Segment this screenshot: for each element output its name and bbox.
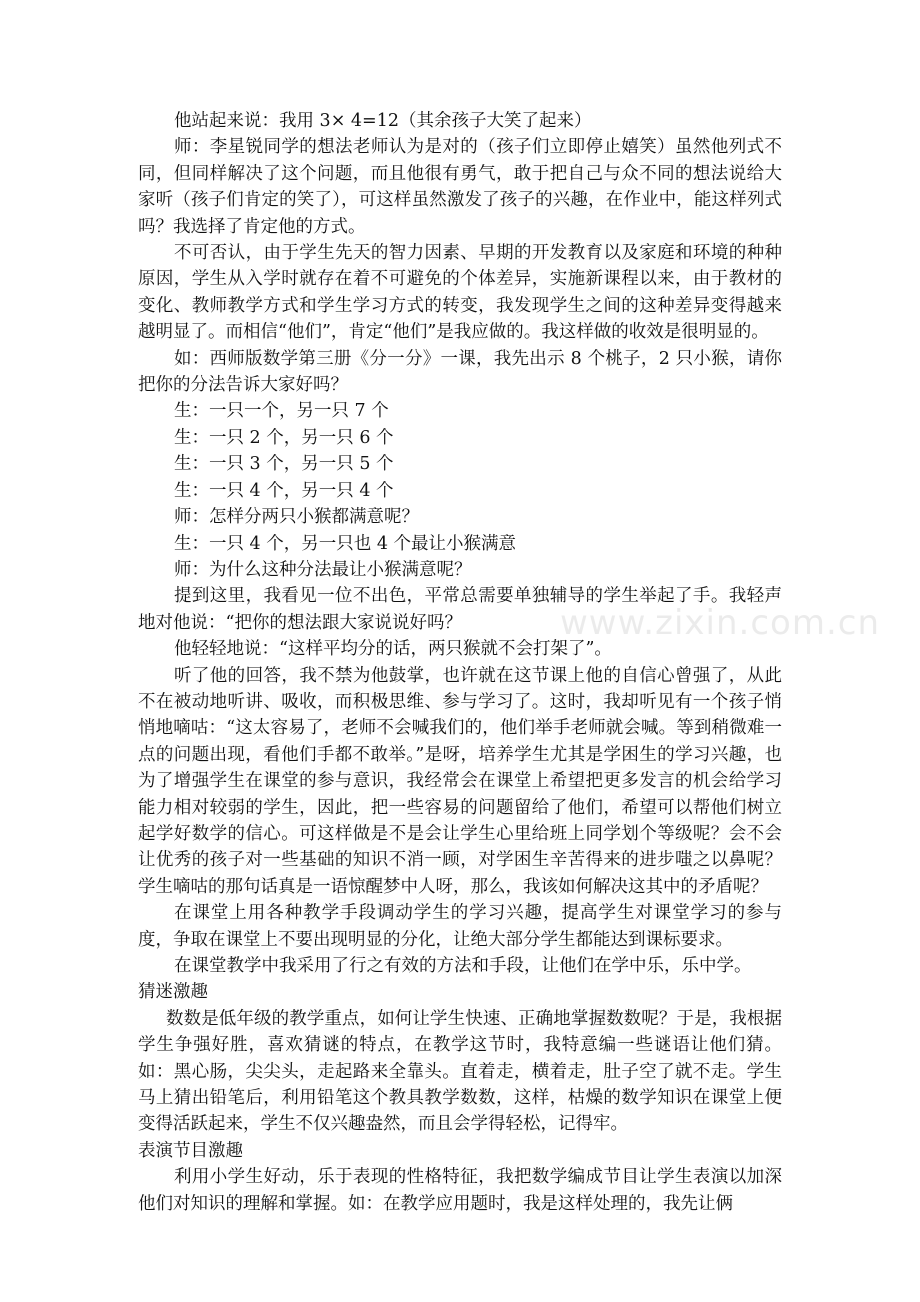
paragraph: 提到这里，我看见一位不出色，平常总需要单独辅导的学生举起了手。我轻声地对他说：“把你的想法跟大家说说好吗？ <box>138 586 782 633</box>
watermark: www.zixin.com.cn <box>560 603 880 643</box>
dialogue-line: 师：为什么这种分法最让小猴满意呢？ <box>174 559 472 580</box>
paragraph: 利用小学生好动，乐于表现的性格特征，我把数学编成节目让学生表演以加深他们对知识的理解和掌握。如：在教学应用题时，我是这样处理的，我先让俩 <box>138 1167 782 1214</box>
section-heading: 表演节目激趣 <box>138 1140 243 1161</box>
dialogue-line: 师：怎样分两只小猴都满意呢？ <box>174 507 419 528</box>
dialogue-line: 生：一只 2 个，另一只 6 个 <box>174 427 394 448</box>
dialogue-line: 生：一只 4 个，另一只 4 个 <box>174 480 394 501</box>
dialogue-line: 生：一只一个，另一只 7 个 <box>174 401 389 422</box>
document-body <box>138 108 782 1217</box>
section-heading: 猜迷激趣 <box>138 982 208 1003</box>
paragraph: 他站起来说：我用 3× 4=12（其余孩子大笑了起来） <box>174 111 592 131</box>
paragraph: 师：李星锐同学的想法老师认为是对的（孩子们立即停止嬉笑）虽然他列式不同，但同样解决了这个问题，而且他很有勇气，敢于把自己与众不同的想法说给大家听（孩子们肯定的笑了），可这样虽然激发了孩子的兴趣，在作业中，能这样列式吗？我选择了肯定他的方式。 <box>138 137 782 237</box>
paragraph: 不可否认，由于学生先天的智力因素、早期的开发教育以及家庭和环境的种种原因，学生从入学时就存在着不可避免的个体差异，实施新课程以来，由于教材的变化、教师教学方式和学生学习方式的转变，我发现学生之间的这种差异变得越来越明显了。而相信“他们”，肯定“他们”是我应做的。我这样做的收效是很明显的。 <box>138 243 782 343</box>
paragraph: 数数是低年级的教学重点，如何让学生快速、正确地掌握数数呢？于是，我根据学生争强好胜，喜欢猜谜的特点，在教学这节时，我特意编一些谜语让他们猜。如：黑心肠，尖尖头，走起路来全靠头。直着走，横着走，肚子空了就不走。学生马上猜出铅笔后，利用铅笔这个教具教学数数，这样，枯燥的数学知识在课堂上便变得活跃起来，学生不仅兴趣盎然，而且会学得轻松，记得牢。 <box>138 1008 782 1135</box>
paragraph: 他轻轻地说：“这样平均分的话，两只猴就不会打架了”。 <box>174 639 612 660</box>
paragraph: 在课堂上用各种教学手段调动学生的学习兴趣，提高学生对课堂学习的参与度，争取在课堂上不要出现明显的分化，让绝大部分学生都能达到课标要求。 <box>138 903 782 950</box>
paragraph: 在课堂教学中我采用了行之有效的方法和手段，让他们在学中乐，乐中学。 <box>174 956 752 976</box>
paragraph: 如：西师版数学第三册《分一分》一课，我先出示 8 个桃子，2 只小猴，请你把你的分法告诉大家好吗？ <box>138 348 782 396</box>
dialogue-line: 生：一只 4 个，另一只也 4 个最让小猴满意 <box>174 533 517 554</box>
paragraph: 听了他的回答，我不禁为他鼓掌，也许就在这节课上他的自信心曾强了，从此不在被动地听讲、吸收，而积极思维、参与学习了。这时，我却听见有一个孩子悄悄地嘀咕：“这太容易了，老师不会喊我们的，他们举手老师就会喊。等到稍微难一点的问题出现，看他们手都不敢举。”是呀，培养学生尤其是学困生的学习兴趣，也为了增强学生在课堂的参与意识，我经常会在课堂上希望把更多发言的机会给学习能力相对较弱的学生，因此，把一些容易的问题留给了他们，希望可以帮他们树立起学好数学的信心。可这样做是不是会让学生心里给班上同学划个等级呢？会不会让优秀的孩子对一些基础的知识不消一顾，对学困生辛苦得来的进步嗤之以鼻呢？学生嘀咕的那句话真是一语惊醒梦中人呀，那么，我该如何解决这其中的矛盾呢？ <box>138 665 782 897</box>
dialogue-line: 生：一只 3 个，另一只 5 个 <box>174 454 394 475</box>
